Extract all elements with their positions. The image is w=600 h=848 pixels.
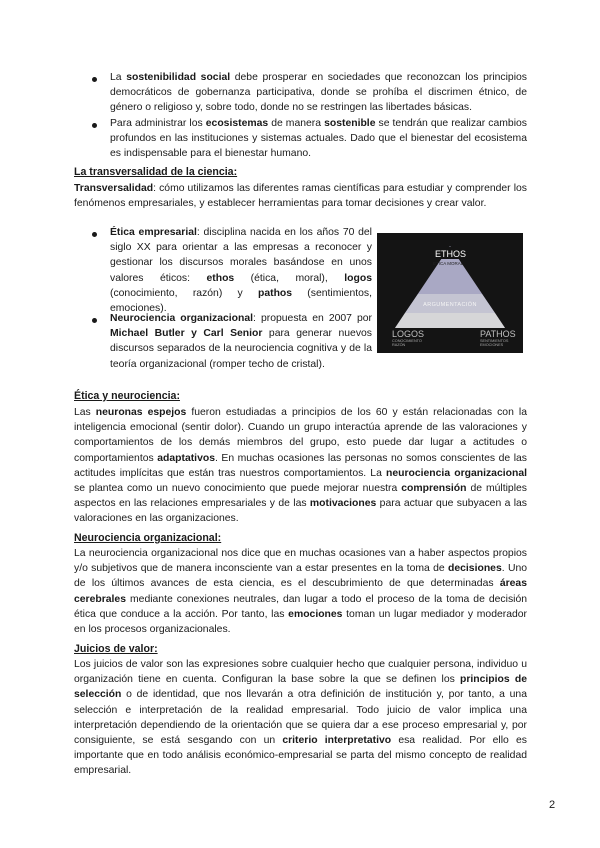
ethos-sub: ETICA MORAL (433, 261, 464, 266)
logos-label: LOGOS (392, 329, 425, 339)
logos-sub2: RAZÓN (392, 343, 406, 347)
heading-transversalidad: La transversalidad de la ciencia: (74, 166, 238, 178)
bullet-dot (92, 318, 97, 323)
paragraph-transversalidad: Transversalidad: cómo utilizamos las diferentes ramas científicas para estudiar y comprender los fenómenos empresariales, y establecer herramientas para tomar decisiones y crear valor. (74, 183, 527, 210)
paragraph-juicios-de-valor: Los juicios de valor son las expresiones sobre cualquier hecho que cualquier persona, individuo u organización tiene en cuenta. Configuran la base sobre la que se definen los principios de selección o de identidad, que nos llevarán a otra definición de institución y, por tanto, a una selección e interpretación de la realidad empresarial. Todo juicio de valor implica una interpretación dependiendo de la orientación que se quiera dar a ese proceso empresarial y, por consiguiente, se está sesgando con un criterio interpretativo esa realidad. Por ello es importante que en todo análisis económico-empresarial se parta del mismo concepto de realidad empresarial. (74, 659, 527, 777)
paragraph-etica-neurociencia: Las neuronas espejos fueron estudiadas a principios de los 60 y están relacionadas con la inteligencia emocional (sentir dolor). Cuando un grupo interactúa aprende de las valoraciones y comportamientos de los demás miembros del grupo, esto puede dar lugar a actitudes o comportamientos adaptativos. En muchas ocasiones las personas no somos conscientes de las actitudes implícitas que están tras nuestros comportamientos. La neurociencia organizacional se plantea como un nuevo conocimiento que puede mejorar nuestra comprensión de múltiples aspectos en las relaciones empresariales y de las motivaciones para actuar que subyacen a las valoraciones en las organizaciones. (74, 407, 527, 525)
heading-juicios-de-valor: Juicios de valor: (74, 643, 158, 655)
heading-etica-neurociencia: Ética y neurociencia: (74, 390, 180, 402)
bullet-sostenibilidad-social: La sostenibilidad social debe prosperar en sociedades que reconozcan los principios democráticos de gobernanza participativa, donde se prohíba el discrimen étnico, de género o religioso y, sobre todo, donde no se restringen las libertades básicas. (110, 72, 527, 114)
heading-neurociencia-organizacional: Neurociencia organizacional: (74, 532, 222, 544)
bullet-etica-empresarial: Ética empresarial: disciplina nacida en los años 70 del siglo XX para orientar a las empresas a reconocer y gestionar los discursos morales basándose en unos valores éticos: ethos (ética, moral), logos (conocimiento, razón) y pathos (sentimientos, emociones). (110, 227, 372, 315)
logos-sub1: CONOCIMIENTO (392, 339, 422, 343)
paragraph-neurociencia-organizacional: La neurociencia organizacional nos dice que en muchas ocasiones van a haber aspectos propios y/o subjetivos que de manera inconsciente van a estar presentes en la toma de decisiones. Uno de los últimos avances de esta ciencia, es el descubrimiento de que determinadas áreas cerebrales mediante conexiones neutrales, dan lugar a todo el proceso de la toma de decisión ética que conduce a la acción. Por tanto, las emociones toman un lugar mediador y moderador en los procesos organizacionales. (74, 548, 528, 636)
triangle-svg (377, 233, 523, 353)
bullet-dot (92, 232, 97, 237)
page-number: 2 (549, 799, 556, 811)
pathos-sub2: EMOCIONES (480, 343, 504, 347)
ethos-logos-pathos-diagram (377, 233, 523, 353)
pathos-label: PATHOS (480, 329, 516, 339)
bullet-dot (92, 77, 97, 82)
argumentacion-label: ARGUMENTACIÓN (423, 302, 477, 308)
bullet-dot (92, 123, 97, 128)
triangle-bottom (395, 313, 505, 328)
bullet-ecosistemas: Para administrar los ecosistemas de manera sostenible se tendrán que realizar cambios profundos en las instituciones y sistemas actuales. Dado que el bienestar del ecosistema es indispensable para el bienestar humano. (110, 118, 527, 160)
pathos-sub1: SENTIMIENTOS (480, 339, 509, 343)
bullet-neurociencia-organizacional: Neurociencia organizacional: propuesta en 2007 por Michael Butler y Carl Senior para generar nuevos discursos separados de la neurociencia cognitiva y de la teoría organizacional (romper techo de cristal). (110, 313, 373, 370)
ethos-label: ETHOS (435, 249, 467, 259)
